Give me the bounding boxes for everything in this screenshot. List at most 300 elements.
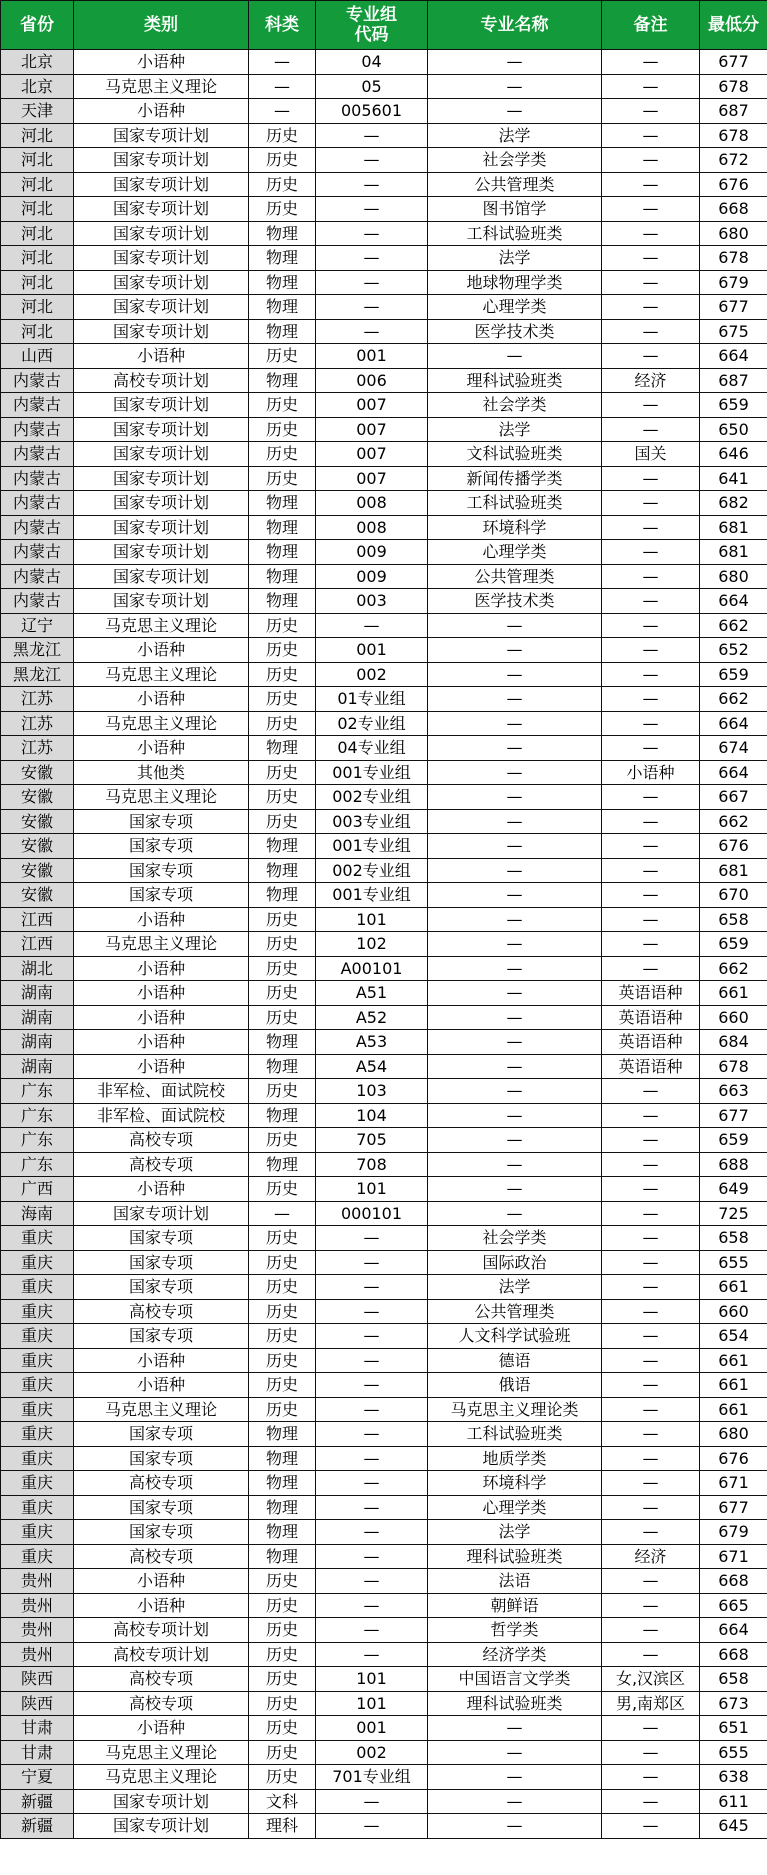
cell-subject: 历史 [249,1667,316,1692]
cell-min-score: 681 [700,540,767,565]
cell-min-score: 655 [700,1250,767,1275]
cell-note: 英语语种 [602,1030,700,1055]
table-header-row [1,1,767,50]
cell-subject: 历史 [249,760,316,785]
cell-province: 广东 [1,1103,74,1128]
cell-category: 马克思主义理论 [74,711,249,736]
cell-min-score: 673 [700,1691,767,1716]
cell-subject: 物理 [249,1544,316,1569]
cell-province: 江苏 [1,711,74,736]
cell-note: — [602,1275,700,1300]
cell-subject: 历史 [249,687,316,712]
cell-category: 马克思主义理论 [74,662,249,687]
table-row [1,1495,767,1520]
cell-category: 国家专项计划 [74,466,249,491]
cell-group-code: A00101 [316,956,428,981]
cell-category: 非军检、面试院校 [74,1103,249,1128]
cell-province: 湖南 [1,1005,74,1030]
cell-subject: 物理 [249,564,316,589]
cell-note: — [602,907,700,932]
cell-min-score: 662 [700,613,767,638]
cell-major: — [428,883,602,908]
cell-province: 贵州 [1,1618,74,1643]
cell-major: — [428,736,602,761]
cell-major: — [428,858,602,883]
table-row [1,1446,767,1471]
cell-category: 高校专项 [74,1667,249,1692]
cell-province: 内蒙古 [1,564,74,589]
cell-note: — [602,1618,700,1643]
cell-category: 国家专项计划 [74,491,249,516]
table-row [1,809,767,834]
cell-category: 国家专项计划 [74,1814,249,1839]
cell-province: 内蒙古 [1,515,74,540]
cell-group-code: 05 [316,74,428,99]
cell-major: — [428,834,602,859]
cell-group-code: 007 [316,466,428,491]
cell-subject: 历史 [249,1593,316,1618]
cell-note: — [602,932,700,957]
cell-group-code: — [316,1226,428,1251]
cell-min-score: 663 [700,1079,767,1104]
cell-major: 德语 [428,1348,602,1373]
cell-province: 重庆 [1,1520,74,1545]
cell-subject: 历史 [249,197,316,222]
cell-category: 高校专项 [74,1299,249,1324]
header-category: 类别 [74,1,249,50]
cell-note: — [602,1471,700,1496]
cell-note: — [602,1814,700,1839]
table-row [1,1030,767,1055]
cell-subject: 历史 [249,1618,316,1643]
cell-category: 国家专项计划 [74,393,249,418]
cell-category: 高校专项计划 [74,1618,249,1643]
cell-category: 国家专项计划 [74,442,249,467]
cell-category: 非军检、面试院校 [74,1079,249,1104]
cell-group-code: — [316,1789,428,1814]
cell-category: 国家专项计划 [74,221,249,246]
cell-major: — [428,1054,602,1079]
table-row [1,1814,767,1839]
cell-note: — [602,123,700,148]
cell-major: — [428,760,602,785]
cell-note: 经济 [602,1544,700,1569]
cell-province: 广东 [1,1079,74,1104]
cell-min-score: 660 [700,1299,767,1324]
cell-min-score: 687 [700,99,767,124]
cell-subject: 历史 [249,662,316,687]
cell-category: 国家专项 [74,858,249,883]
cell-category: 国家专项计划 [74,540,249,565]
cell-note: — [602,148,700,173]
cell-subject: 历史 [249,1226,316,1251]
cell-note: — [602,1152,700,1177]
cell-province: 河北 [1,295,74,320]
cell-category: 国家专项计划 [74,319,249,344]
cell-group-code: 005601 [316,99,428,124]
cell-min-score: 687 [700,368,767,393]
cell-note: 小语种 [602,760,700,785]
cell-subject: 物理 [249,834,316,859]
table-row [1,687,767,712]
cell-province: 内蒙古 [1,491,74,516]
cell-min-score: 668 [700,1642,767,1667]
cell-note: — [602,221,700,246]
cell-major: — [428,1177,602,1202]
cell-major: 法语 [428,1569,602,1594]
cell-group-code: — [316,221,428,246]
cell-note: — [602,638,700,663]
cell-min-score: 641 [700,466,767,491]
cell-category: 国家专项 [74,1324,249,1349]
cell-province: 新疆 [1,1789,74,1814]
cell-note: — [602,736,700,761]
cell-min-score: 652 [700,638,767,663]
cell-category: 高校专项 [74,1152,249,1177]
cell-province: 贵州 [1,1569,74,1594]
cell-min-score: 664 [700,760,767,785]
cell-note: — [602,344,700,369]
cell-province: 重庆 [1,1275,74,1300]
cell-major: 文科试验班类 [428,442,602,467]
cell-group-code: — [316,270,428,295]
cell-subject: 历史 [249,1642,316,1667]
cell-group-code: 104 [316,1103,428,1128]
table-row [1,1275,767,1300]
cell-note: — [602,197,700,222]
cell-note: — [602,956,700,981]
cell-min-score: 651 [700,1716,767,1741]
cell-group-code: — [316,197,428,222]
cell-min-score: 677 [700,50,767,75]
cell-min-score: 679 [700,270,767,295]
table-row [1,638,767,663]
cell-category: 小语种 [74,99,249,124]
cell-major: 马克思主义理论类 [428,1397,602,1422]
cell-subject: 物理 [249,319,316,344]
table-row [1,1471,767,1496]
cell-subject: 物理 [249,1422,316,1447]
cell-province: 新疆 [1,1814,74,1839]
cell-group-code: 04 [316,50,428,75]
cell-subject: 物理 [249,540,316,565]
cell-major: 法学 [428,1275,602,1300]
table-row [1,1520,767,1545]
table-row [1,99,767,124]
cell-province: 内蒙古 [1,368,74,393]
table-row [1,74,767,99]
cell-subject: 物理 [249,246,316,271]
table-row [1,785,767,810]
cell-category: 国家专项 [74,809,249,834]
cell-major: 经济学类 [428,1642,602,1667]
table-row [1,858,767,883]
cell-province: 广西 [1,1177,74,1202]
cell-min-score: 667 [700,785,767,810]
cell-category: 高校专项计划 [74,1642,249,1667]
cell-major: 法学 [428,417,602,442]
cell-category: 国家专项计划 [74,172,249,197]
cell-province: 安徽 [1,809,74,834]
cell-min-score: 664 [700,344,767,369]
cell-category: 小语种 [74,1030,249,1055]
cell-subject: 历史 [249,1275,316,1300]
cell-group-code: A53 [316,1030,428,1055]
table-row [1,1789,767,1814]
table-row [1,515,767,540]
cell-group-code: — [316,1250,428,1275]
cell-min-score: 664 [700,1618,767,1643]
table-row [1,466,767,491]
table-row [1,417,767,442]
cell-province: 甘肃 [1,1740,74,1765]
cell-major: — [428,613,602,638]
cell-note: — [602,491,700,516]
cell-subject: 物理 [249,589,316,614]
cell-subject: — [249,99,316,124]
cell-min-score: 660 [700,1005,767,1030]
cell-note: — [602,785,700,810]
cell-subject: 物理 [249,1446,316,1471]
cell-note: 女,汉滨区 [602,1667,700,1692]
table-row [1,319,767,344]
cell-min-score: 665 [700,1593,767,1618]
cell-province: 重庆 [1,1373,74,1398]
cell-group-code: — [316,295,428,320]
cell-subject: 历史 [249,417,316,442]
cell-subject: 文科 [249,1789,316,1814]
cell-group-code: 002 [316,662,428,687]
cell-group-code: A54 [316,1054,428,1079]
cell-category: 小语种 [74,907,249,932]
cell-category: 马克思主义理论 [74,785,249,810]
cell-note: — [602,270,700,295]
cell-note: — [602,1422,700,1447]
table-row [1,1544,767,1569]
cell-group-code: 009 [316,564,428,589]
table-row [1,1642,767,1667]
cell-subject: 历史 [249,785,316,810]
cell-major: — [428,956,602,981]
cell-subject: 历史 [249,809,316,834]
cell-category: 国家专项 [74,883,249,908]
cell-province: 江西 [1,932,74,957]
cell-group-code: — [316,1814,428,1839]
header-group-code-line2: 代码 [354,25,389,45]
cell-min-score: 658 [700,1667,767,1692]
cell-note: — [602,834,700,859]
table-row [1,981,767,1006]
cell-note: — [602,1495,700,1520]
cell-major: 环境科学 [428,1471,602,1496]
table-row [1,1103,767,1128]
cell-province: 陕西 [1,1667,74,1692]
cell-subject: 历史 [249,1765,316,1790]
cell-subject: 物理 [249,221,316,246]
table-row [1,662,767,687]
cell-min-score: 678 [700,246,767,271]
cell-province: 重庆 [1,1250,74,1275]
cell-province: 河北 [1,319,74,344]
cell-major: 公共管理类 [428,564,602,589]
cell-group-code: 103 [316,1079,428,1104]
cell-min-score: 671 [700,1471,767,1496]
table-row [1,50,767,75]
cell-subject: 物理 [249,883,316,908]
cell-category: 马克思主义理论 [74,1765,249,1790]
cell-province: 内蒙古 [1,589,74,614]
cell-major: 哲学类 [428,1618,602,1643]
cell-category: 国家专项计划 [74,564,249,589]
table-row [1,1250,767,1275]
table-row [1,1079,767,1104]
cell-major: 社会学类 [428,393,602,418]
cell-province: 陕西 [1,1691,74,1716]
cell-major: 工科试验班类 [428,1422,602,1447]
cell-major: 图书馆学 [428,197,602,222]
cell-subject: 物理 [249,1054,316,1079]
cell-min-score: 678 [700,1054,767,1079]
table-row [1,491,767,516]
cell-major: 理科试验班类 [428,1544,602,1569]
cell-note: — [602,1324,700,1349]
cell-province: 安徽 [1,834,74,859]
cell-group-code: — [316,1520,428,1545]
cell-group-code: — [316,1446,428,1471]
cell-min-score: 661 [700,1275,767,1300]
table-row [1,540,767,565]
cell-subject: — [249,1201,316,1226]
cell-note: — [602,662,700,687]
cell-group-code: 001专业组 [316,834,428,859]
header-group-code [316,1,428,50]
cell-subject: 历史 [249,1373,316,1398]
cell-category: 马克思主义理论 [74,74,249,99]
cell-note: 英语语种 [602,1005,700,1030]
cell-major: — [428,1030,602,1055]
cell-subject: 物理 [249,515,316,540]
table-row [1,172,767,197]
cell-category: 国家专项 [74,1226,249,1251]
cell-min-score: 677 [700,1495,767,1520]
cell-min-score: 670 [700,883,767,908]
cell-category: 小语种 [74,956,249,981]
cell-note: — [602,1079,700,1104]
cell-group-code: 02专业组 [316,711,428,736]
table-row [1,613,767,638]
cell-province: 内蒙古 [1,393,74,418]
cell-note: — [602,1765,700,1790]
cell-group-code: 101 [316,1691,428,1716]
cell-group-code: — [316,1593,428,1618]
cell-subject: 历史 [249,442,316,467]
cell-note: — [602,1740,700,1765]
table-row [1,564,767,589]
cell-major: 理科试验班类 [428,368,602,393]
cell-major: — [428,1201,602,1226]
cell-note: — [602,1789,700,1814]
table-row [1,1177,767,1202]
cell-note: — [602,1103,700,1128]
cell-province: 内蒙古 [1,442,74,467]
cell-note: — [602,883,700,908]
cell-group-code: 701专业组 [316,1765,428,1790]
cell-province: 海南 [1,1201,74,1226]
cell-major: — [428,1814,602,1839]
table-row [1,736,767,761]
cell-group-code: — [316,1275,428,1300]
cell-subject: 物理 [249,1103,316,1128]
cell-group-code: 101 [316,1667,428,1692]
cell-province: 贵州 [1,1593,74,1618]
cell-major: 中国语言文学类 [428,1667,602,1692]
cell-subject: 历史 [249,613,316,638]
cell-province: 河北 [1,197,74,222]
table-row [1,148,767,173]
cell-subject: 历史 [249,393,316,418]
cell-group-code: — [316,1324,428,1349]
cell-note: — [602,589,700,614]
table-row [1,1593,767,1618]
cell-category: 小语种 [74,1569,249,1594]
cell-subject: 历史 [249,638,316,663]
cell-province: 内蒙古 [1,540,74,565]
cell-min-score: 611 [700,1789,767,1814]
cell-min-score: 672 [700,148,767,173]
cell-major: 朝鲜语 [428,1593,602,1618]
cell-province: 湖北 [1,956,74,981]
cell-min-score: 678 [700,123,767,148]
header-note: 备注 [602,1,700,50]
cell-min-score: 688 [700,1152,767,1177]
cell-province: 安徽 [1,858,74,883]
cell-province: 河北 [1,123,74,148]
cell-category: 高校专项 [74,1128,249,1153]
table-row [1,368,767,393]
cell-category: 马克思主义理论 [74,1397,249,1422]
cell-group-code: — [316,172,428,197]
cell-group-code: 001专业组 [316,883,428,908]
cell-min-score: 661 [700,1397,767,1422]
cell-note: 英语语种 [602,981,700,1006]
table-row [1,1569,767,1594]
cell-group-code: — [316,319,428,344]
cell-major: — [428,785,602,810]
cell-group-code: — [316,1422,428,1447]
cell-group-code: 009 [316,540,428,565]
cell-min-score: 668 [700,197,767,222]
cell-province: 安徽 [1,785,74,810]
cell-note: 英语语种 [602,1054,700,1079]
cell-category: 马克思主义理论 [74,1740,249,1765]
cell-group-code: 003 [316,589,428,614]
cell-note: — [602,1446,700,1471]
cell-province: 甘肃 [1,1716,74,1741]
cell-subject: 历史 [249,344,316,369]
cell-category: 小语种 [74,638,249,663]
cell-note: — [602,711,700,736]
cell-province: 贵州 [1,1642,74,1667]
cell-group-code: 102 [316,932,428,957]
cell-province: 山西 [1,344,74,369]
cell-subject: 历史 [249,1348,316,1373]
cell-province: 黑龙江 [1,638,74,663]
cell-province: 宁夏 [1,1765,74,1790]
cell-category: 国家专项计划 [74,295,249,320]
cell-category: 小语种 [74,687,249,712]
cell-major: — [428,50,602,75]
cell-subject: 物理 [249,1030,316,1055]
